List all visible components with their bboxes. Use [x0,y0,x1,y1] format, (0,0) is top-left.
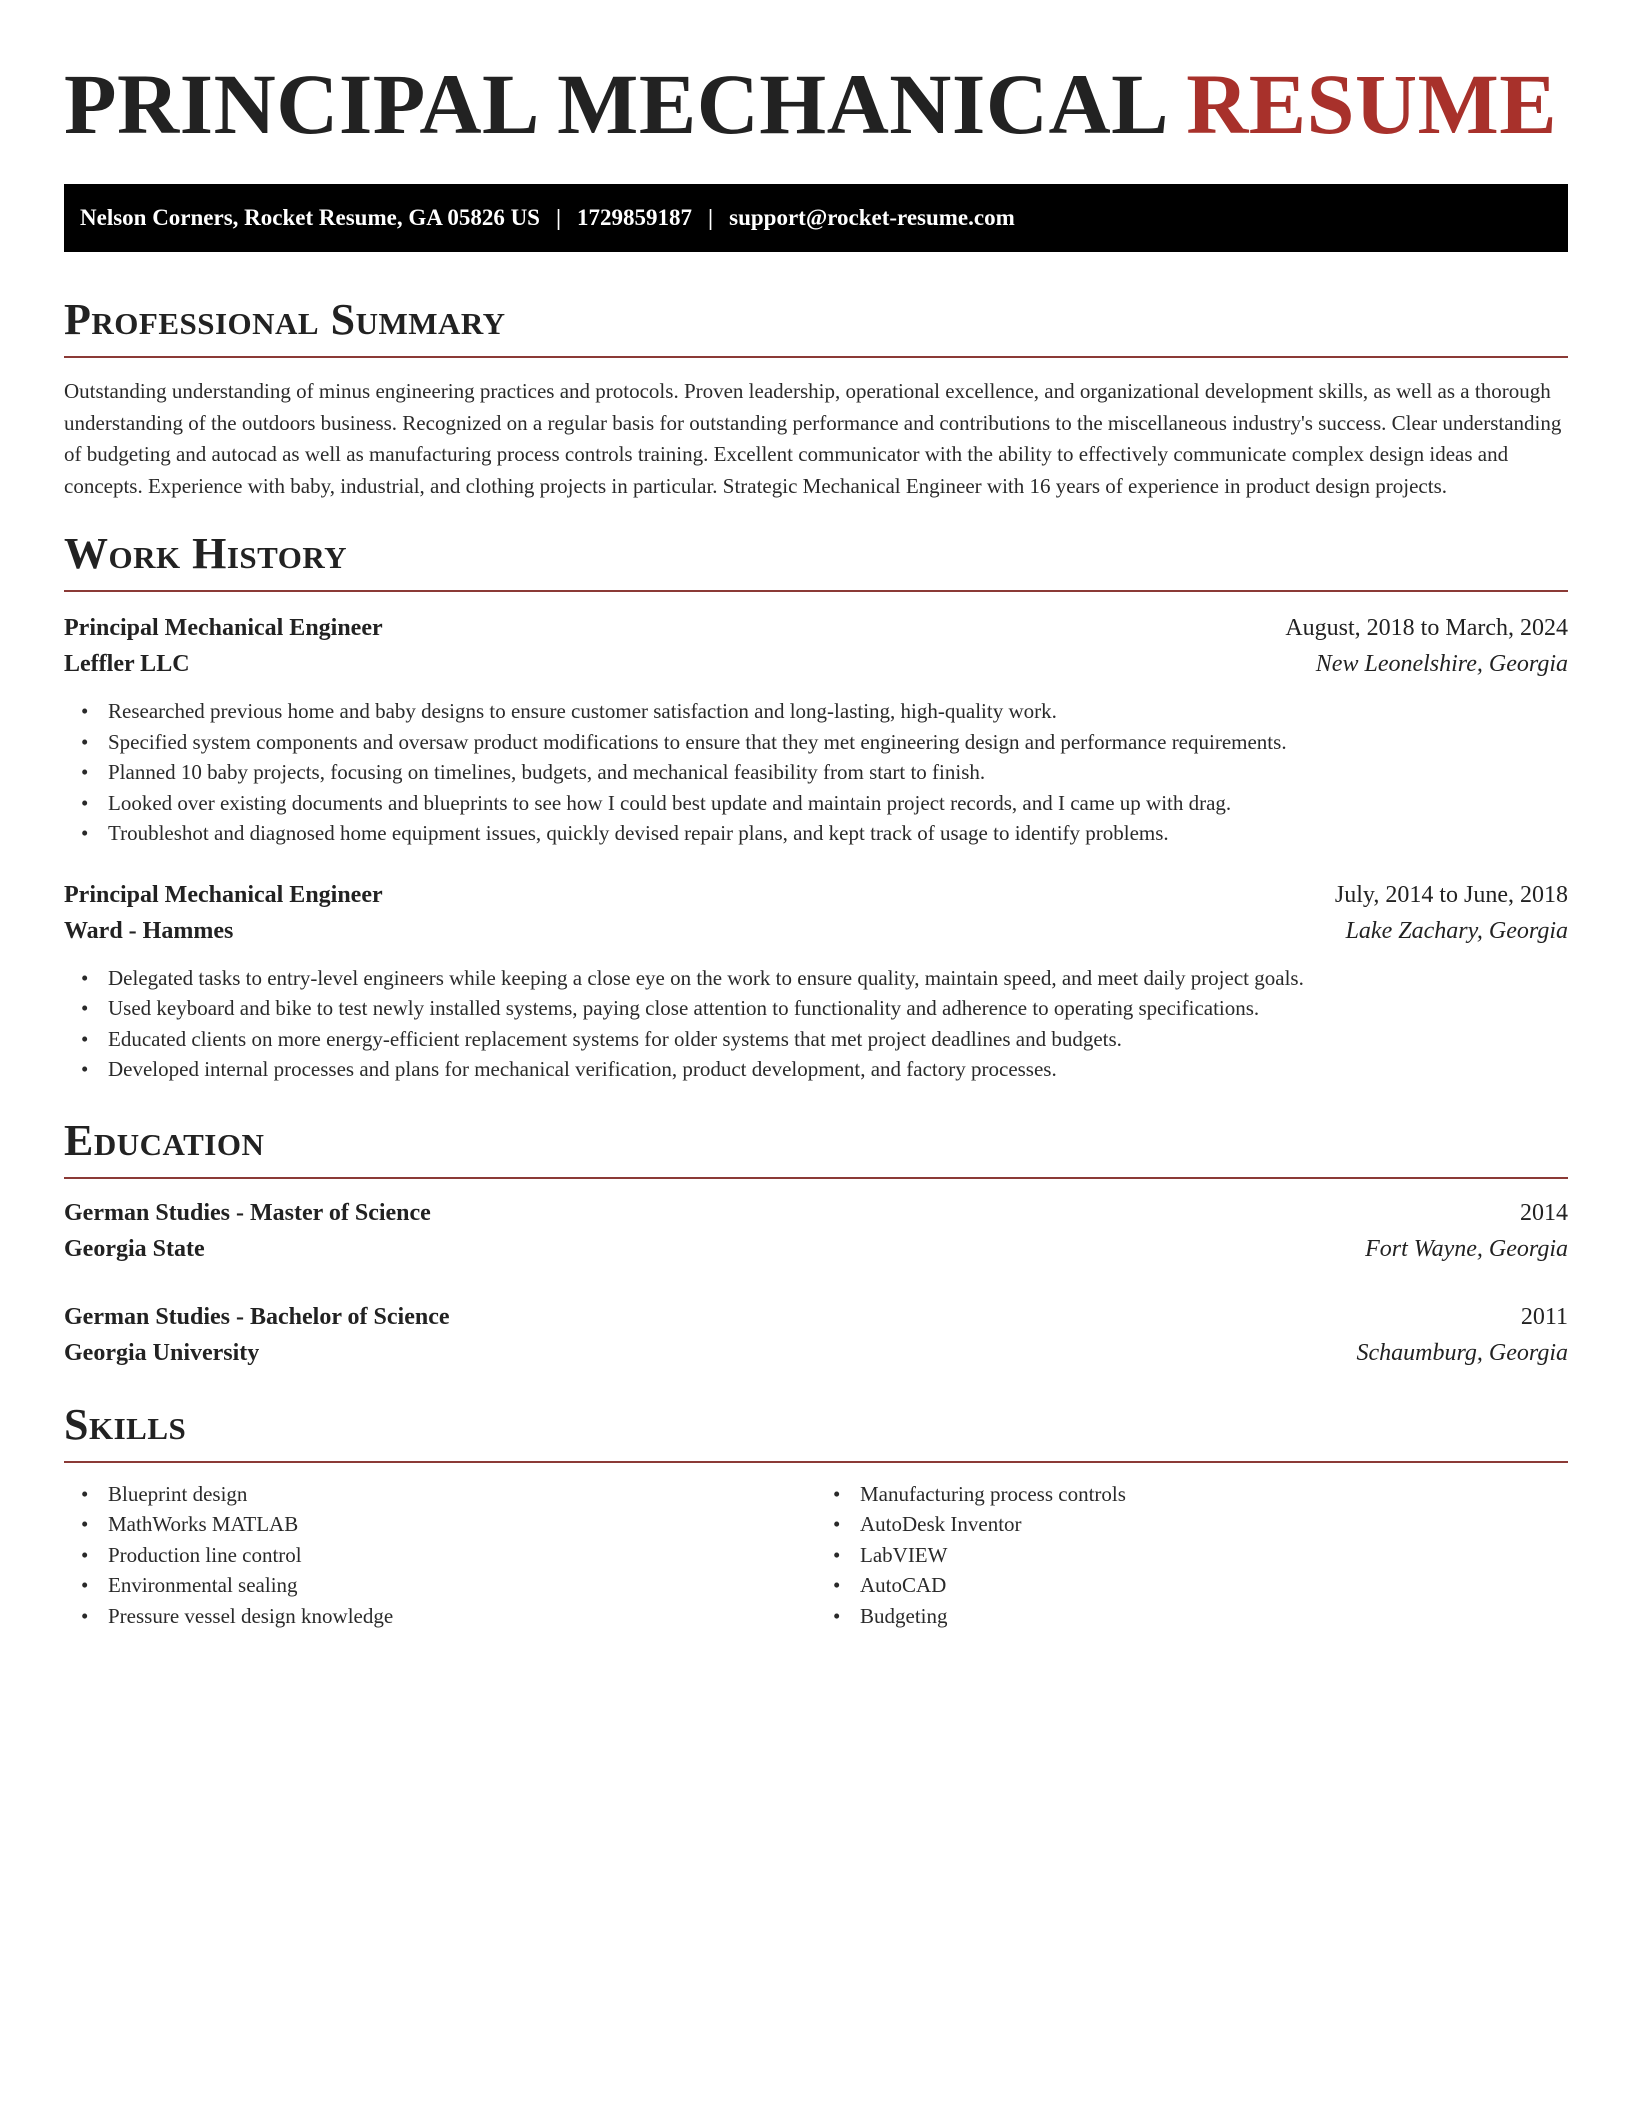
skill-text: Production line control [108,1542,302,1567]
title-accent: RESUME [1186,56,1558,152]
bullet-dot: • [81,1573,89,1597]
job-bullet [64,818,1568,849]
skill-item [64,1601,816,1632]
job-bullet-text: Used keyboard and bike to test newly installed systems, paying close attention to functionality and adherence to operating specifications. [108,996,1260,1020]
job-bullet-text: Researched previous home and baby designs to ensure customer satisfaction and long-lasting, high-quality work. [108,699,1057,723]
section-divider [64,1461,1568,1463]
skill-item [64,1479,816,1510]
job-bullet [64,1054,1568,1085]
job-bullet-text: Planned 10 baby projects, focusing on timelines, budgets, and mechanical feasibility from start to finish. [108,760,986,784]
education-school-row [64,1335,1568,1371]
skill-text: Environmental sealing [108,1573,298,1597]
bullet-dot: • [833,1542,841,1567]
skill-text: Blueprint design [108,1481,248,1506]
bullet-dot: • [833,1481,841,1506]
education-degree-row [64,1299,1568,1335]
section-divider [64,590,1568,592]
skills-column-right [816,1479,1568,1632]
summary-text: Outstanding understanding of minus engineering practices and protocols. Proven leadership, operational excellence, and organizational development skills, as well as a thorough understanding of the outdoors business. Recognized on a regular basis for outstanding performance and contributions to the miscellaneous industry's success. Clear understanding of budgeting and autocad as well as manufacturing process controls training. Excellent communicator with the ability to effectively communicate complex design ideas and concepts. Experience with baby, industrial, and clothing projects in particular. Strategic Mechanical Engineer with 16 years of experience in product design projects. [64,379,1562,498]
bullet-dot: • [81,1542,89,1567]
job-bullet [64,696,1568,727]
skills-section [64,1399,1568,1632]
education-entry [64,1299,1568,1371]
contact-address: Nelson Corners, Rocket Resume, GA 05826 US [80,205,540,230]
skill-item [64,1570,816,1601]
education-school: Georgia University [64,1339,260,1366]
job-bullet-text: Troubleshot and diagnosed home equipment issues, quickly devised repair plans, and kept track of usage to identify problems. [108,821,1169,845]
job-company-row [64,913,1568,949]
contact-email[interactable]: support@rocket-resume.com [729,205,1015,230]
bullet-dot: • [833,1603,841,1628]
job-company-row [64,646,1568,682]
job-bullets [64,963,1568,1085]
skills-columns [64,1479,1568,1632]
skill-item [816,1509,1568,1540]
skill-item [64,1509,816,1540]
job-title: Principal Mechanical Engineer [64,615,383,641]
resume-title [64,0,1568,156]
section-divider [64,1177,1568,1179]
skill-item [816,1601,1568,1632]
bullet-dot: • [81,1057,89,1081]
education-section [64,1115,1568,1371]
job-title: Principal Mechanical Engineer [64,881,383,908]
section-divider [64,356,1568,358]
job-entry [64,610,1568,849]
job-bullet-text: Educated clients on more energy-efficient replacement systems for older systems that met project deadlines and budgets. [108,1026,1122,1051]
summary-section [64,294,1568,502]
education-location: Fort Wayne, Georgia [1365,1235,1568,1262]
job-dates: August, 2018 to March, 2024 [1285,615,1568,641]
bullet-dot: • [81,996,89,1020]
bullet-dot: • [81,760,89,784]
job-bullet [64,757,1568,788]
education-school-row [64,1231,1568,1267]
contact-bar [64,184,1568,252]
skill-text: Manufacturing process controls [860,1481,1126,1506]
skills-heading: Skills [64,1399,187,1449]
job-header-row [64,877,1568,913]
job-location: New Leonelshire, Georgia [1315,651,1568,677]
job-bullet [64,963,1568,994]
skill-text: Pressure vessel design knowledge [108,1603,394,1628]
skill-item [816,1479,1568,1510]
job-bullet-text: Delegated tasks to entry-level engineers while keeping a close eye on the work to ensure quality, maintain speed, and meet daily project goals. [108,965,1304,990]
education-location: Schaumburg, Georgia [1356,1339,1568,1366]
bullet-dot: • [81,821,89,845]
job-header-row [64,610,1568,646]
education-degree: German Studies - Master of Science [64,1199,431,1226]
bullet-dot: • [833,1512,841,1536]
job-company: Ward - Hammes [64,917,234,944]
education-year: 2011 [1520,1303,1568,1330]
education-entry [64,1195,1568,1267]
education-degree: German Studies - Bachelor of Science [64,1303,450,1330]
contact-separator: | [555,205,562,230]
job-bullet [64,727,1568,758]
education-degree-row [64,1195,1568,1231]
summary-heading: Professional Summary [64,295,506,344]
job-bullets [64,696,1568,849]
bullet-dot: • [81,790,89,815]
skill-text: MathWorks MATLAB [108,1512,299,1536]
job-entry [64,877,1568,1085]
job-bullet [64,993,1568,1024]
job-bullet [64,1024,1568,1055]
skill-item [64,1540,816,1571]
job-bullet-text: Looked over existing documents and blueprints to see how I could best update and maintain project records, and I came up with drag. [108,790,1232,815]
job-bullet-text: Specified system components and oversaw product modifications to ensure that they met engineering design and performance requirements. [108,729,1287,754]
job-bullet-text: Developed internal processes and plans for mechanical verification, product development, and factory processes. [108,1057,1057,1081]
bullet-dot: • [81,1026,89,1051]
skill-text: Budgeting [860,1603,948,1628]
title-main: PRINCIPAL MECHANICAL [64,56,1165,152]
education-school: Georgia State [64,1235,205,1262]
job-location: Lake Zachary, Georgia [1345,917,1568,944]
skill-text: LabVIEW [860,1542,948,1567]
skill-item [816,1540,1568,1571]
skills-column-left [64,1479,816,1632]
contact-separator: | [708,205,714,230]
work-history-heading: Work History [64,529,348,578]
bullet-dot: • [81,1481,89,1506]
job-company: Leffler LLC [64,651,190,677]
skill-item [816,1570,1568,1601]
education-heading: Education [64,1115,265,1165]
skill-text: AutoCAD [860,1573,947,1597]
education-year: 2014 [1520,1199,1568,1226]
job-bullet [64,788,1568,819]
job-dates: July, 2014 to June, 2018 [1334,881,1568,908]
skill-text: AutoDesk Inventor [860,1512,1022,1536]
bullet-dot: • [833,1573,841,1597]
bullet-dot: • [81,699,89,723]
contact-phone: 1729859187 [577,205,693,230]
bullet-dot: • [81,1512,89,1536]
work-history-section [64,528,1568,1085]
bullet-dot: • [81,965,89,990]
bullet-dot: • [81,1603,89,1628]
bullet-dot: • [81,729,89,754]
